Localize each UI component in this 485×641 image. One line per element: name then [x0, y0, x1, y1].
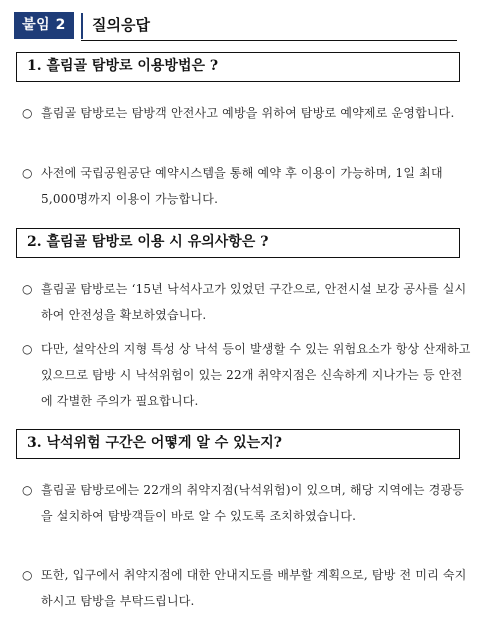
- attachment-title: 질의응답: [92, 16, 150, 34]
- answer-text: 또한, 입구에서 취약지점에 대한 안내지도를 배부할 계획으로, 탐방 전 미리 숙지하시고 탐방을 부탁드립니다.: [41, 568, 467, 608]
- header-divider: [81, 13, 83, 39]
- answer-item: [22, 100, 474, 126]
- bullet-icon: ○: [22, 483, 33, 497]
- bullet-icon: ○: [22, 106, 33, 120]
- answer-text: 흘림골 탐방로는 탐방객 안전사고 예방을 위하여 탐방로 예약제로 운영합니다.: [41, 106, 455, 120]
- answer-item: [22, 276, 474, 328]
- attachment-badge: 붙임 2: [14, 12, 74, 39]
- answer-text: 사전에 국립공원공단 예약시스템을 통해 예약 후 이용이 가능하며, 1일 최대 5,000명까지 이용이 가능합니다.: [41, 166, 443, 206]
- attachment-header: [14, 12, 442, 42]
- answer-text: 다만, 설악산의 지형 특성 상 낙석 등이 발생할 수 있는 위험요소가 항상 산재하고 있으므로 탐방 시 낙석위험이 있는 22개 취약지점은 신속하게 지나가는 등 안전에 각별한 주의가 필요합니다.: [41, 342, 471, 408]
- bullet-icon: ○: [22, 282, 33, 296]
- answer-text: 흘림골 탐방로에는 22개의 취약지점(낙석위험)이 있으며, 해당 지역에는 경광등을 설치하여 탐방객들이 바로 알 수 있도록 조치하였습니다.: [41, 483, 465, 523]
- bullet-icon: ○: [22, 166, 33, 180]
- bullet-icon: ○: [22, 342, 33, 356]
- answer-item: [22, 477, 474, 529]
- bullet-icon: ○: [22, 568, 33, 582]
- question-box-2: 2. 흘림골 탐방로 이용 시 유의사항은 ?: [16, 228, 460, 258]
- answer-item: [22, 562, 474, 614]
- header-underline: [81, 40, 457, 41]
- answer-text: 흘림골 탐방로는 ‘15년 낙석사고가 있었던 구간으로, 안전시설 보강 공사를 실시하여 안전성을 확보하였습니다.: [41, 282, 467, 322]
- question-box-3: 3. 낙석위험 구간은 어떻게 알 수 있는지?: [16, 429, 460, 459]
- answer-item: [22, 160, 474, 212]
- question-box-1: 1. 흘림골 탐방로 이용방법은 ?: [16, 52, 460, 82]
- answer-item: [22, 336, 474, 414]
